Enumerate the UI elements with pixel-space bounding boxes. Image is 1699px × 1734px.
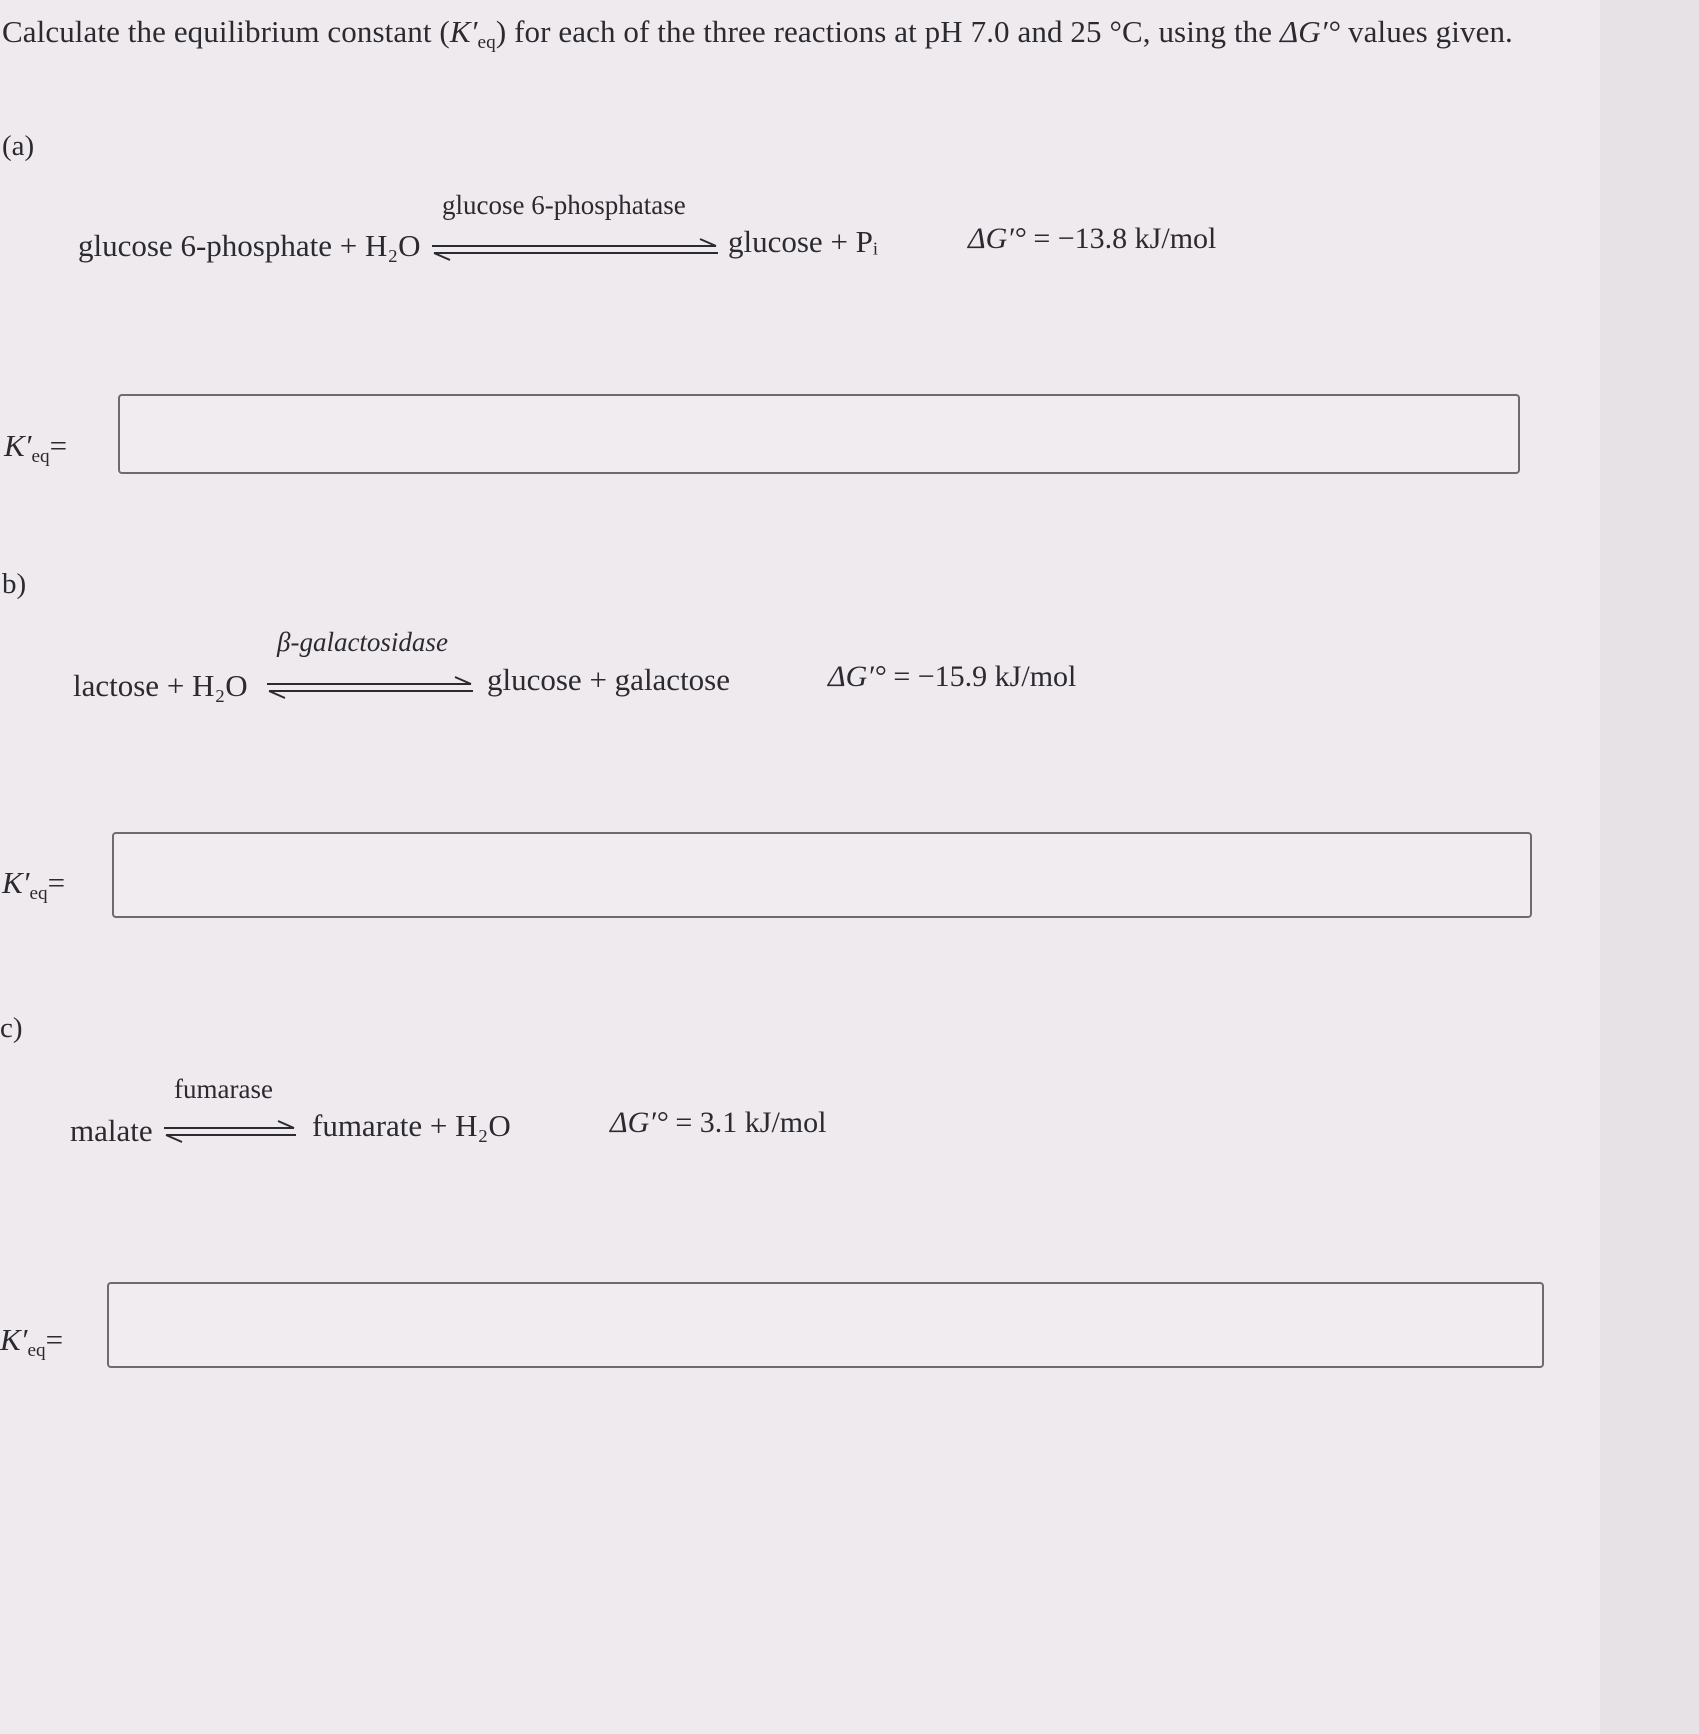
part-c-answer-input[interactable] <box>107 1282 1544 1368</box>
part-a-enzyme: glucose 6-phosphatase <box>442 190 686 220</box>
part-c-products: fumarate + H₂O <box>312 1108 511 1143</box>
part-a-answer-input[interactable] <box>118 394 1520 474</box>
part-b-keq-label: $K'_{eq}=$ <box>2 865 66 904</box>
equilibrium-arrow-icon <box>162 1120 298 1144</box>
part-a-reactants: glucose 6-phosphate + H₂O <box>78 228 421 263</box>
part-b-delta-g: ΔG′° = −15.9 kJ/mol <box>828 660 1077 693</box>
part-b-products: glucose + galactose <box>487 662 731 697</box>
part-a-label: (a) <box>2 130 35 162</box>
equilibrium-arrow-icon <box>265 676 475 700</box>
part-c-enzyme: fumarase <box>174 1074 273 1104</box>
part-c-label: c) <box>0 1012 23 1044</box>
part-c-keq-label: $K'_{eq}=$ <box>0 1322 64 1361</box>
part-a-keq-label: $K'_{eq}=$ <box>4 428 68 467</box>
part-b-label: b) <box>2 568 27 600</box>
part-c-delta-g: ΔG′° = 3.1 kJ/mol <box>610 1106 827 1139</box>
part-a-products: glucose + Pᵢ <box>728 224 878 259</box>
part-c-reactants: malate <box>70 1113 153 1148</box>
part-b-reactants: lactose + H₂O <box>73 668 248 703</box>
part-a-delta-g: ΔG′° = −13.8 kJ/mol <box>968 222 1217 255</box>
part-b-answer-input[interactable] <box>112 832 1532 918</box>
question-text: Calculate the equilibrium constant $(K'_{eq})$ for each of the three reactions at pH 7.0 and 25 °C, using the ΔG′° values given. <box>2 14 1513 53</box>
part-b-enzyme: β-galactosidase <box>277 627 448 657</box>
page-margin <box>1600 0 1699 1734</box>
equilibrium-arrow-icon <box>430 238 720 262</box>
